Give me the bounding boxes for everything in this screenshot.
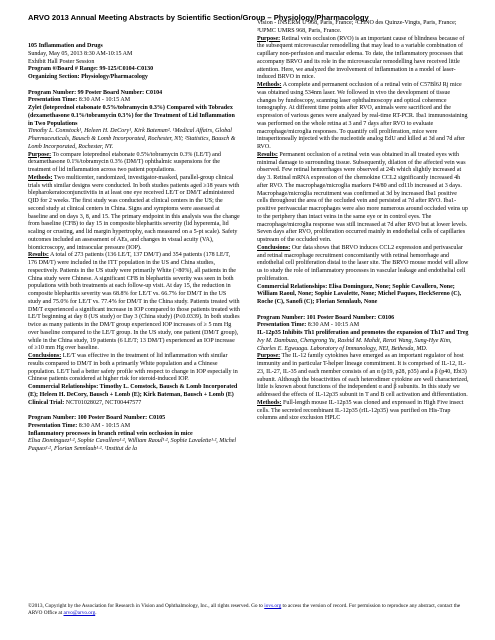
abstract-99-results: Results: A total of 273 patients (136 LE/T, 137 DM/T) and 354 patients (178 LE/T, 176 DM/T) were included in the ITT population in the US and China studies, respectively. Patients in the US study were primarily White (>80%), all patients in the China study were Chinese. A significant CFB in blepharitis severity was seen in both populations with both treatments at each follow-up visit. At day 15, the reduction in composite blepharitis severity was 68.8% for LE/T vs. 66.7% for DM/T in the US study and 75.0% for LE/T vs. 77.4% for DM/T in the China study. Patients treated with DM/T experienced a significant increase in IOP compared to those patients treated with LE/T beginning at day 8 (US study) or Day 3 (China study) (P≤0.0339). In both studies twice as many patients in the DM/T group experienced IOP increases of ≥ 5 mm Hg over baseline compared to the LE/T group. In the US study, one patient (DM/T group), while in the China study, 19 patients (6 LE/T; 13 DM/T) experienced an IOP increase of ≥10 mm Hg over baseline. <box>28 252 240 352</box>
abstract-100-commercial-relationships: Commercial Relationships: Elisa Dominguez, None; Sophie Cavallero, None; William Raoul, None; Sophie Lavalette, None; Michel Paques, HeckSereno (C), Roche (C), Sanofi (C); Florian Sennlaub, None <box>257 283 462 305</box>
footer-text-3: . <box>95 610 97 616</box>
abstract-100-methods: Methods: A complete and permanent occlusion of a retinal vein of C57Bl6J Rj mice was obtained using 534nm laser. We followed in vivo the development of tissue changes by fundoscopy, scanning laser ophthalmoscopy and optical coherence tomography. At different time points after RVO, animals were sacrificed and the expression of various genes were analyzed by real-time RT-PCR. Iba1 immunostaining was performed on the whole retina at 3 and 7 days after RVO to evaluate macrophage/microglia responses. To quantify cell proliferation, mice were intraperitoneally injected with the nucleotide analog EdU and killed at 3d and 7d after RVO. <box>257 82 468 150</box>
abstract-101-authors: Ivy M. Dambuza, Chengrong Yu, Rashid M. Mahdi, Renxi Wang, Sung-Hye Kim, Charles E. Egwuagu. Laboratory of Immunology, NEI, Bethesda, MD. <box>257 337 452 352</box>
abstract-99-title: Zylet (loteprednol etabonate 0.5%/tobramycin 0.3%) Compared with Tobradex (dexamethasone 0.1%/tobramycin 0.3%) for the Treatment of Lid Inflammation in Two Populations <box>28 105 235 127</box>
abstract-99-methods: Methods: Two multicenter, randomized, investigator-masked, parallel-group clinical trials with similar designs were conducted. In both studies patients aged ≥18 years with blepharokeratoconjunctivitis in at least one eye received LE/T or DM/T administered QID for 2 weeks. The first study was conducted at clinical centers in the US; the second study at clinical centers in China. Signs and symptoms were assessed at baseline and on days 3, 8, and 15. The primary endpoint in this analysis was the change from baseline (CFB) to day 15 in composite blepharitis severity (lid hyperemia, lid scaling or crusting, and lid margin hypertrophy, each measured on a 5-pt scale). Safety outcomes included an assessment of AEs, and changes in visual acuity (VA), biomicroscopy, and intraocular pressure (IOP). <box>28 174 240 251</box>
running-header: ARVO 2013 Annual Meeting Abstracts by Scientific Section/Group – Physiology/Pharmacology <box>28 13 369 22</box>
abstract-101-title: IL-12p35 Inhibits Th1 proliferation and promotes the expansion of Th17 and Treg <box>257 330 469 336</box>
session-time: Sunday, May 05, 2013 8:30 AM-10:15 AM <box>28 50 133 57</box>
iovs-link[interactable]: iovs.org <box>264 603 282 609</box>
copyright-footer <box>28 603 468 617</box>
footer-text-2: to access the version of record. For permission to reproduce any abstract, contact the ARVO Office at <box>28 603 461 616</box>
abstract-100-presentation-time: Presentation Time: 8:30 AM - 10:15 AM <box>28 422 131 429</box>
abstract-100-program: Program Number: 100 Poster Board Number: C0105 <box>28 415 166 421</box>
left-column <box>28 43 240 596</box>
abstract-100-conclusions: Conclusions: Our data shows that BRVO induces CCL2 expression and perivascular and retinal macrophage recruitment concomitantly with retinal hemorrhage and endothelial cell proliferation distal to the laser site. The BRVO mouse model will allow us to study the role of inflammatory processes in vascular leakage and endothelial cell proliferation. <box>257 244 469 282</box>
abstract-99-commercial-relationships: Commercial Relationships: Timothy L. Comstock, Bausch & Lomb Incorporated (E); Heleen H. DeCory, Bausch + Lomb (E); Kirk Bateman, Bausch + Lomb (E) <box>28 384 238 398</box>
footer-text-1: ©2013, Copyright by the Association for Research in Vision and Ophthalmology, Inc., all rights reserved. Go to <box>28 603 265 609</box>
session-organizing-section: Organizing Section: Physiology/Pharmacology <box>28 74 148 80</box>
right-column <box>257 20 469 596</box>
abstract-99-authors: Timothy L. Comstock¹, Heleen H. DeCory¹, Kirk Bateman². ¹Medical Affairs, Global Pharmaceuticals, Bausch & Lomb Incorporated, Rochester, NY; ²Statistics, Bausch & Lomb Incorporated, Rochester, NY. <box>28 128 236 150</box>
abstract-99-program: Program Number: 99 Poster Board Number: C0104 <box>28 89 163 96</box>
abstract-101-methods: Methods: Full-length mouse IL-12p35 was cloned and expressed in High Five insect cells. The secreted recombinant IL-12p35 (rIL-12p35) was purified on His-Trap columns and size exclusion HPLC <box>257 399 464 422</box>
abstract-101-presentation-time: Presentation Time: 8:30 AM - 10:15 AM <box>257 322 360 329</box>
abstract-100-title: Inflammatory processes in branch retinal vein occlusion in mice <box>28 430 193 437</box>
abstract-101-program: Program Number: 101 Poster Board Number: C0106 <box>257 314 395 321</box>
abstract-100-results: Results: Permanent occlusion of a retinal vein was obtained in all treated eyes with minimal damage to surrounding tissue. Subsequently, dilation of the affected vein was observed. Few retinal hemorrhages were observed at 24h which slightly increased at day 3. Retinal mRNA expression of the chemokine CCL2 significantly increased 4h after RVO. The macrophage/microglia markers F4/80 and cd11b increased at 3 days. Macrophage/microglia recruitment was confirmed at 3d by increased Iba1 positive cells throughout the area of the occluded vein and persisted at 7d after RVO. Iba1-positive perivascular macrophages were also more numerous around occluded veins up to the periphery than intact veins in the same eye or in control eyes. The macrophage/microglia response was still increased at 7d after RVO but at lower levels. Seven days after RVO, proliferation occurred mainly in endothelial cells of capillaries upstream of the occluded vein. <box>257 151 468 243</box>
arvo-email-link[interactable]: arvo@arvo.org <box>63 610 96 616</box>
session-board-range: Program #/Board # Range: 99-125/C0104-C0130 <box>28 66 154 73</box>
abstract-99-conclusions: Conclusions: LE/T was effective in the treatment of lid inflammation with similar results compared to DM/T in both a primarily White population and a Chinese population. LE/T had a better safety profile with respect to change in IOP especially in Chinese patients considered at higher risk for steroid-induced IOP. <box>28 353 238 383</box>
session-title: 105 Inflammation and Drugs <box>28 43 103 49</box>
abstract-100-authors: Elisa Dominguez¹·², Sophie Cavallero¹·², William Raoul¹·², Sophie Lavalette¹·², Michel Paques¹·², Florian Sennlaub¹·². ¹Institut de la <box>28 438 237 452</box>
abstract-99-clinical-trial: Clinical Trial: NCT01028027, NCT00447577 <box>28 399 142 406</box>
abstract-99-purpose: Purpose: To compare loteprednol etabonate 0.5%/tobramycin 0.3% (LE/T) and dexamethasone 0.1%/tobramycin 0.3% (DM/T) ophthalmic suspensions for the treatment of lid inflammation across two patient populations. <box>28 151 221 173</box>
abstract-100-purpose: Purpose: Retinal vein occlusion (RVO) is an important cause of blindness because of the subsequent microvascular remodelling that may lead to a variable combination of capillary non-perfusion and macular edema. To date, the inflammatory processes that accompany BRVO and its role in the microvascular remodelling have received little attention. Here, we analyzed the involvement of inflammation in a model of laser-induced BRVO in mice. <box>257 35 465 81</box>
abstract-100-authors-continued: Vision - INSERM U 968, Paris, France; ²CHNO des Quinze-Vingts, Paris, France; ³UPMC UMRS 968, Paris, France. <box>257 20 457 34</box>
abstract-99-presentation-time: Presentation Time: 8:30 AM - 10:15 AM <box>28 97 131 104</box>
abstract-101-purpose: Purpose: The IL-12 family cytokines have emerged as an important regulator of host immunity and in particular T-helper lineage commitment. It is comprised of IL-12, IL-23, IL-27, IL-35 and each member consists of an α (p19, p28, p35) and a β (p40, Ebi3) subunit. Although the bioactivities of each heterodimer cytokine are well characterized, little is known about functions of the independent α and β subunits. In this study we addressed the effects of IL-12p35 subunit in T and B cell activation and differentiation. <box>257 353 469 398</box>
session-place: Exhibit Hall Poster Session <box>28 58 95 65</box>
